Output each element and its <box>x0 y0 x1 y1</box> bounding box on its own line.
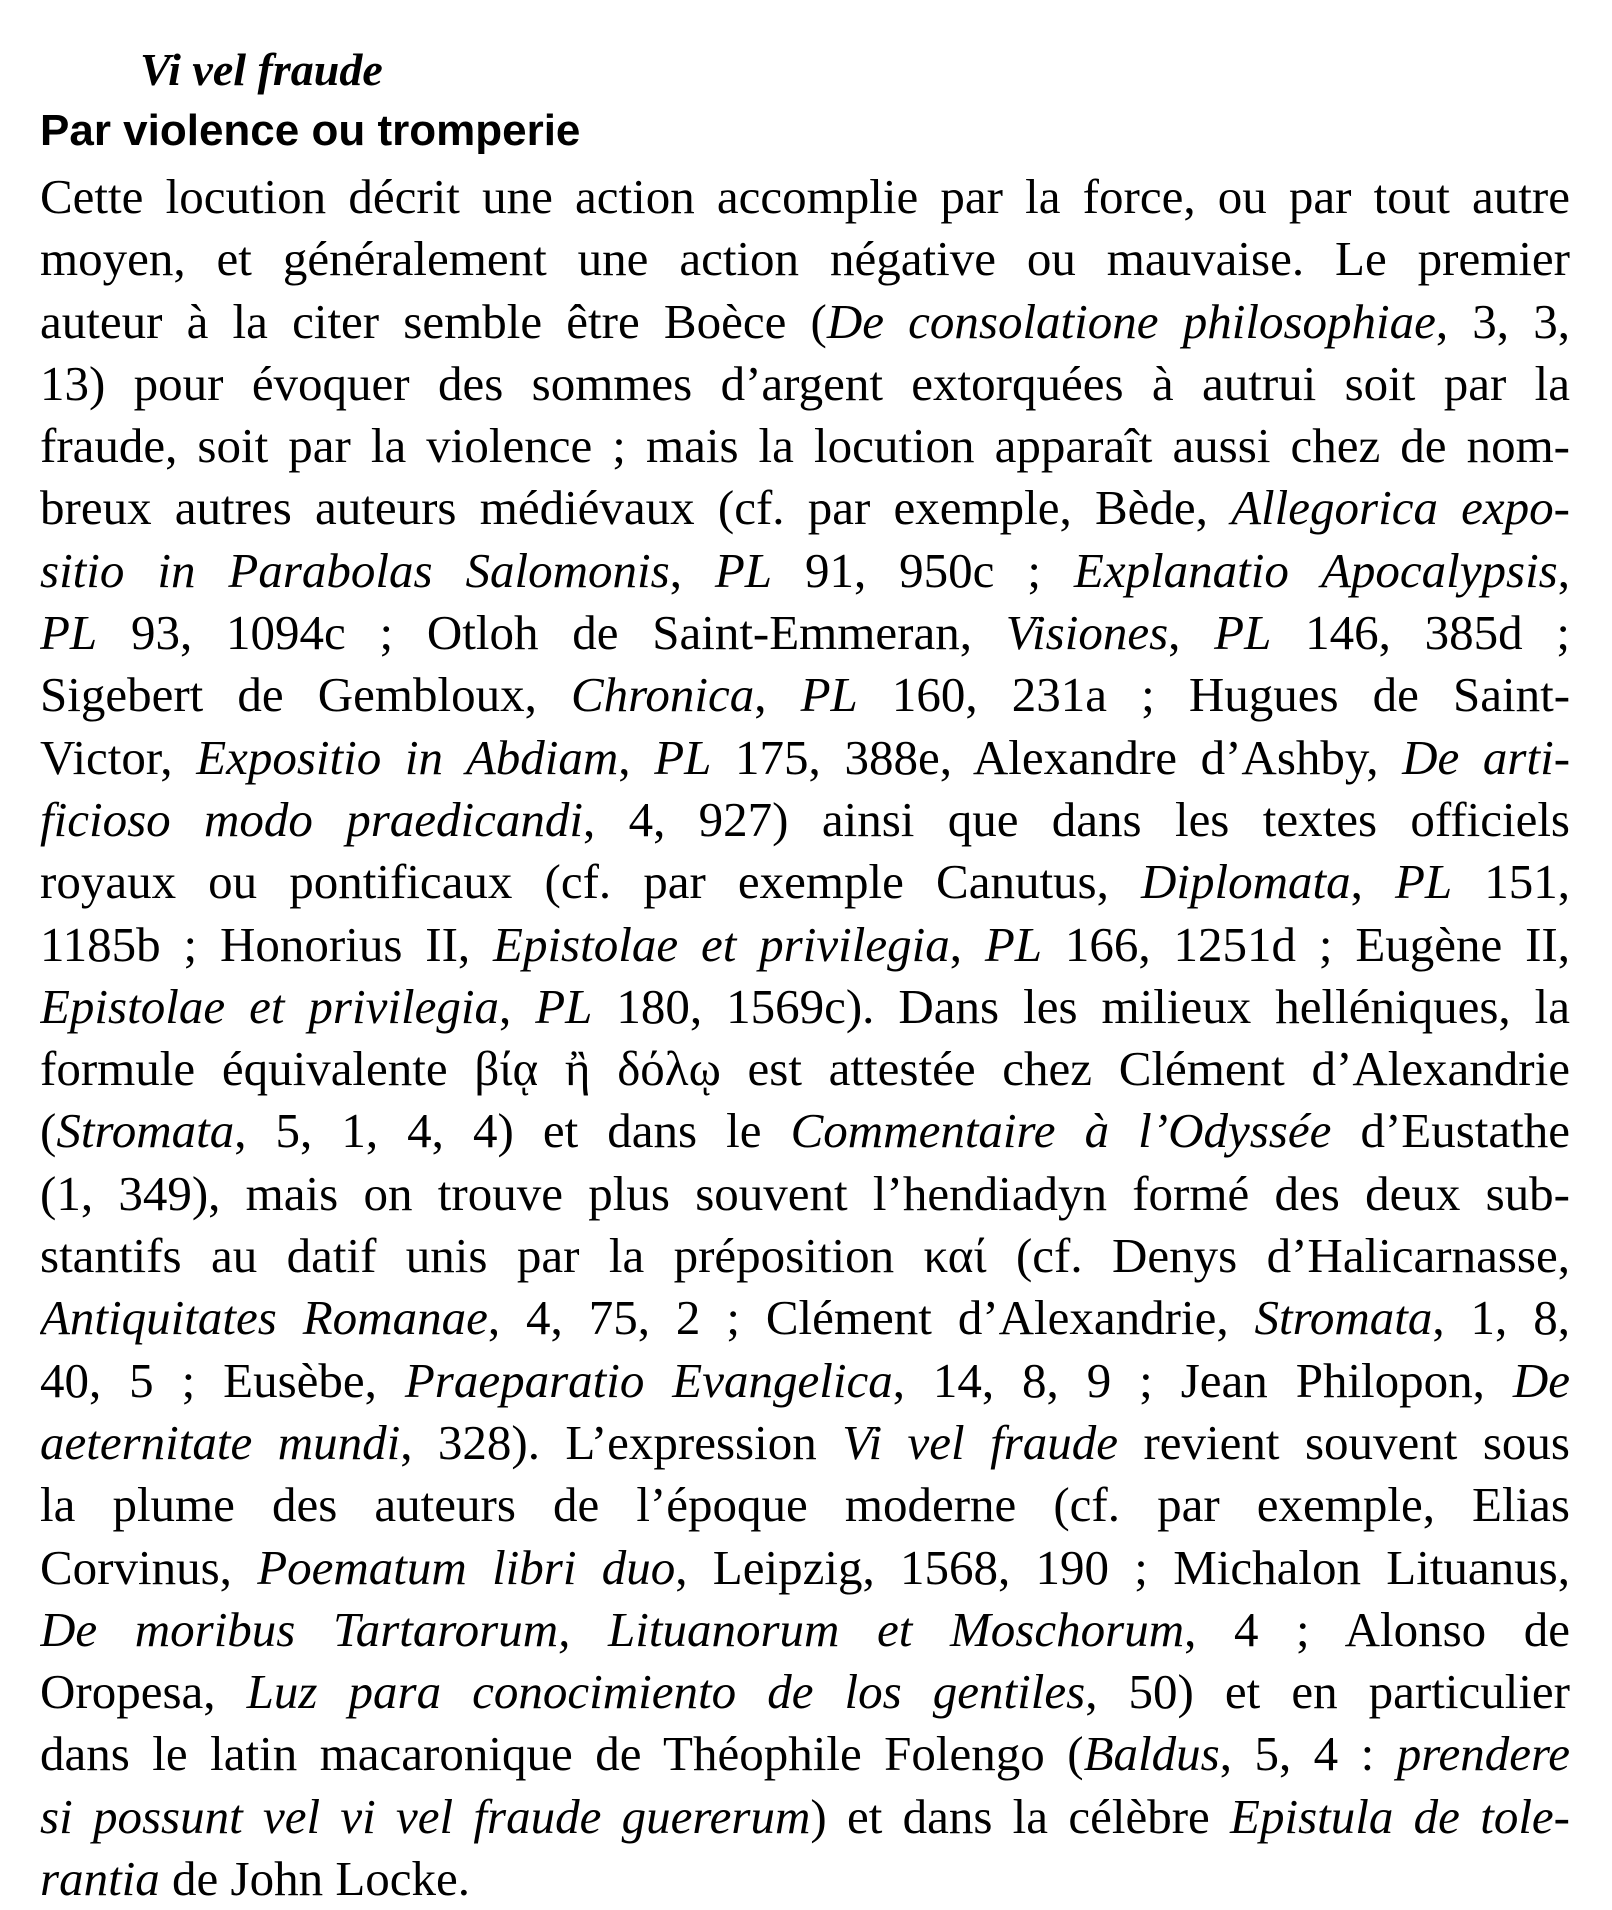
italic-text-run: PL <box>984 916 1043 972</box>
text-run: , 1, 8, <box>1432 1290 1570 1346</box>
italic-text-run: PL <box>654 729 712 785</box>
text-line <box>40 1412 1570 1474</box>
text-line <box>40 1163 1570 1225</box>
italic-text-run: PL <box>1394 854 1453 910</box>
text-run: dans le latin macaronique de Théophile Folengo ( <box>40 1726 1084 1782</box>
text-run: Cette locution décrit une action accomplie par la force, ou par tout autre <box>40 169 1570 224</box>
text-run: , 3, 3, <box>1435 293 1570 349</box>
text-line <box>40 1350 1570 1412</box>
italic-text-run: Diplomata <box>1140 854 1351 910</box>
text-run: 151, <box>1452 854 1570 910</box>
italic-text-run: PL <box>535 978 593 1034</box>
text-run: moyen, et généralement une action négative ou mauvaise. Le premier <box>40 231 1570 287</box>
italic-text-run: aeternitate mundi <box>40 1414 401 1470</box>
text-run: Victor, <box>40 729 197 785</box>
text-line <box>40 1599 1570 1661</box>
text-run: 13) pour évoquer des sommes d’argent extorquées à autrui soit par la <box>40 355 1570 411</box>
text-line <box>40 851 1570 913</box>
italic-text-run: De moribus Tartarorum, Lituanorum et Moschorum <box>40 1601 1185 1657</box>
text-run: , <box>1168 605 1215 661</box>
text-line <box>40 1038 1570 1100</box>
text-line <box>40 1474 1570 1536</box>
text-run: 93, 1094c ; Otloh de Saint-Emmeran, <box>97 605 1006 661</box>
text-line <box>40 602 1570 664</box>
text-run: revient souvent sous <box>1118 1414 1570 1470</box>
italic-text-run: Poematum libri duo <box>257 1539 676 1595</box>
text-run: ) et dans la célèbre <box>810 1788 1231 1844</box>
italic-text-run: De arti- <box>1402 729 1570 785</box>
text-line <box>40 1537 1570 1599</box>
text-run: , 328). L’expression <box>400 1414 843 1470</box>
italic-text-run: rantia <box>40 1851 160 1907</box>
text-run: , <box>1557 542 1570 598</box>
text-run: ( <box>40 1103 57 1159</box>
text-run: auteur à la citer semble être Boèce ( <box>40 293 827 349</box>
italic-text-run: PL <box>1214 605 1272 661</box>
text-line <box>40 1225 1570 1287</box>
text-line <box>40 228 1570 290</box>
italic-text-run: Visiones <box>1005 605 1169 661</box>
text-run: Sigebert de Gembloux, <box>40 667 571 723</box>
text-run: formule équivalente βίᾳ ἢ δόλῳ est attestée chez Clément d’Alexandrie <box>40 1041 1570 1097</box>
text-run: de John Locke. <box>159 1851 471 1907</box>
italic-text-run: ficioso modo praedicandi <box>40 791 584 847</box>
entry-title-latin: Vi vel fraude <box>140 44 383 95</box>
text-run: 175, 388e, Alexandre d’Ashby, <box>711 729 1403 785</box>
text-line <box>40 477 1570 539</box>
text-run: , 50) et en particulier <box>1085 1664 1570 1720</box>
italic-text-run: Allegorica expo- <box>1231 480 1570 536</box>
italic-text-run: prendere <box>1396 1726 1570 1782</box>
italic-text-run: PL <box>714 542 773 598</box>
italic-text-run: De consolatione philosophiae <box>826 293 1436 349</box>
text-run: , <box>754 667 801 723</box>
text-run: , 4 ; Alonso de <box>1184 1601 1570 1657</box>
text-line <box>40 976 1570 1038</box>
italic-text-run: Epistula de tole- <box>1230 1788 1570 1844</box>
text-line <box>40 415 1570 477</box>
text-run: (1, 349), mais on trouve plus souvent l’hendiadyn formé des deux sub- <box>40 1165 1570 1221</box>
italic-text-run: Explanatio Apocalypsis <box>1073 542 1558 598</box>
text-run: , Leipzig, 1568, 190 ; Michalon Lituanus, <box>675 1539 1570 1595</box>
text-line <box>40 664 1570 726</box>
text-run: 180, 1569c). Dans les milieux helléniques, la <box>592 978 1570 1034</box>
text-run: 166, 1251d ; Eugène II, <box>1042 916 1570 972</box>
text-run: , 5, 4 : <box>1219 1726 1397 1782</box>
text-run: , <box>498 978 536 1034</box>
text-run: 146, 385d ; <box>1271 605 1570 661</box>
text-run: , <box>669 542 715 598</box>
text-line <box>40 1786 1570 1848</box>
italic-text-run: Epistolae et privilegia <box>40 978 499 1034</box>
italic-text-run: sitio in Parabolas Salomonis <box>40 542 670 598</box>
italic-text-run: si possunt vel vi vel fraude guererum <box>40 1788 811 1844</box>
text-line <box>40 1723 1570 1785</box>
italic-text-run: Commentaire à l’Odyssée <box>790 1103 1332 1159</box>
italic-text-run: Stromata <box>56 1103 235 1159</box>
text-run: , 4, 75, 2 ; Clément d’Alexandrie, <box>487 1290 1255 1346</box>
italic-text-run: Chronica <box>570 667 755 723</box>
text-run: , <box>618 729 655 785</box>
text-run: d’Eustathe <box>1331 1103 1570 1159</box>
italic-text-run: Luz para conocimiento de los gentiles <box>246 1664 1086 1720</box>
text-line <box>40 353 1570 415</box>
text-run: breux autres auteurs médiévaux (cf. par exemple, Bède, <box>40 480 1232 536</box>
italic-text-run: PL <box>40 605 98 661</box>
text-line <box>40 914 1570 976</box>
entry-title-french: Par violence ou tromperie <box>40 106 581 155</box>
text-run: royaux ou pontificaux (cf. par exemple Canutus, <box>40 854 1141 910</box>
text-run: Corvinus, <box>40 1539 258 1595</box>
text-run: , <box>1350 854 1395 910</box>
entry-body-text <box>40 166 1570 1910</box>
document-page <box>40 40 1570 1910</box>
text-line <box>40 789 1570 851</box>
text-line <box>40 1100 1570 1162</box>
text-run: 40, 5 ; Eusèbe, <box>40 1352 405 1408</box>
text-run: fraude, soit par la violence ; mais la locution apparaît aussi chez de nom- <box>40 418 1570 474</box>
italic-text-run: Praeparatio Evangelica <box>404 1352 893 1408</box>
text-run: la plume des auteurs de l’époque moderne (cf. par exemple, Elias <box>40 1477 1570 1533</box>
italic-text-run: Stromata <box>1254 1290 1433 1346</box>
text-run: , 4, 927) ainsi que dans les textes officiels <box>583 791 1570 847</box>
text-line <box>40 291 1570 353</box>
text-run: stantifs au datif unis par la préposition καί (cf. Denys d’Halicarnasse, <box>40 1228 1570 1284</box>
text-line <box>40 727 1570 789</box>
text-line <box>40 1661 1570 1723</box>
text-run: Oropesa, <box>40 1664 247 1720</box>
text-run: , 5, 1, 4, 4) et dans le <box>234 1103 791 1159</box>
text-run: , <box>949 916 985 972</box>
italic-text-run: Epistolae et privilegia <box>493 916 950 972</box>
italic-text-run: Vi vel fraude <box>842 1414 1119 1470</box>
text-line <box>40 1848 1570 1910</box>
italic-text-run: Antiquitates Romanae <box>40 1290 488 1346</box>
text-line <box>40 166 1570 228</box>
italic-text-run: Expositio in Abdiam <box>196 729 619 785</box>
text-run: 91, 950c ; <box>772 542 1074 598</box>
text-line <box>40 540 1570 602</box>
text-line <box>40 1287 1570 1349</box>
italic-text-run: Baldus <box>1083 1726 1220 1782</box>
text-run: 1185b ; Honorius II, <box>40 916 494 972</box>
text-run: 160, 231a ; Hugues de Saint- <box>857 667 1570 723</box>
italic-text-run: De <box>1512 1352 1570 1408</box>
italic-text-run: PL <box>800 667 858 723</box>
text-run: , 14, 8, 9 ; Jean Philopon, <box>892 1352 1513 1408</box>
